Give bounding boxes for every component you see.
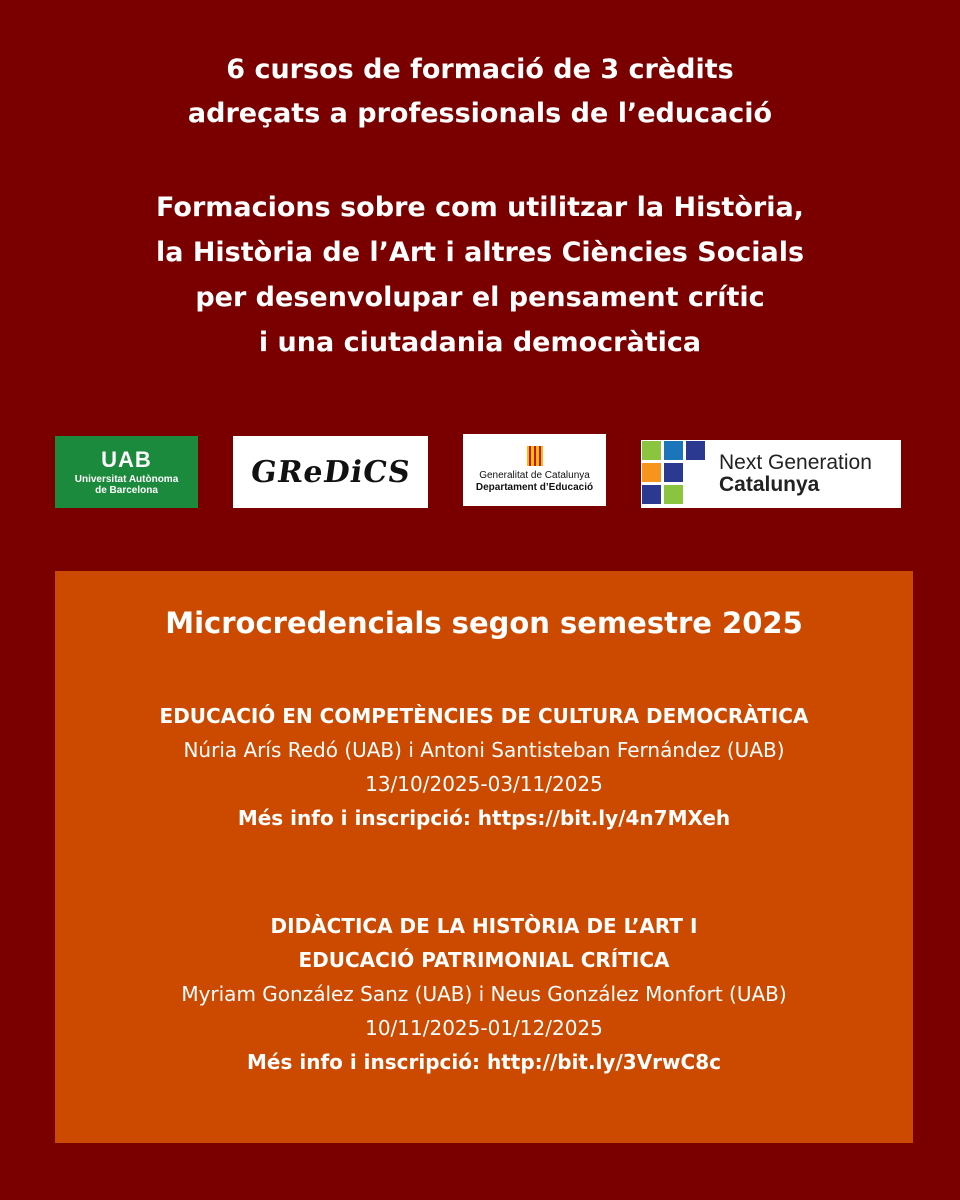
course-teachers: Núria Arís Redó (UAB) i Antoni Santisteban Fernández (UAB) — [183, 738, 785, 762]
course-dates: 13/10/2025-03/11/2025 — [365, 772, 603, 796]
intro-line-2: la Història de l’Art i altres Ciències Socials — [155, 237, 805, 268]
next-generation-wordmark — [719, 452, 872, 496]
panel-title: Microcredencials segon semestre 2025 — [165, 606, 803, 640]
next-generation-grid-icon — [641, 440, 707, 508]
next-generation-line-1: Next Generation — [719, 451, 872, 474]
uab-logo — [55, 436, 198, 508]
course-teachers: Myriam González Sanz (UAB) i Neus González Monfort (UAB) — [181, 982, 787, 1006]
headline-line-2: adreçats a professionals de l’educació — [187, 98, 773, 129]
course-item — [55, 909, 913, 1079]
uab-logo-line-1: Universitat Autònoma — [74, 473, 179, 485]
course-info-link[interactable]: Més info i inscripció: http://bit.ly/3VrwC8c — [247, 1050, 721, 1074]
course-item — [55, 699, 913, 835]
uab-logo-subtitle — [75, 474, 179, 496]
uab-logo-line-2: de Barcelona — [95, 484, 158, 496]
intro-text — [0, 185, 960, 365]
course-info-link[interactable]: Més info i inscripció: https://bit.ly/4n7MXeh — [237, 806, 731, 830]
intro-line-3: per desenvolupar el pensament crític — [195, 282, 765, 313]
course-title-line-2: EDUCACIÓ PATRIMONIAL CRÍTICA — [298, 948, 670, 972]
gredics-logo-wordmark: GReDiCS — [248, 454, 413, 490]
course-title-line-1: DIDÀCTICA DE LA HISTÒRIA DE L’ART I — [270, 914, 698, 938]
course-dates: 10/11/2025-01/12/2025 — [365, 1016, 603, 1040]
next-generation-logo — [641, 440, 901, 508]
headline — [0, 48, 960, 136]
generalitat-logo — [463, 434, 606, 506]
courses-panel — [55, 571, 913, 1143]
generalitat-logo-line-2: Departament d’Educació — [475, 482, 594, 493]
gredics-logo — [233, 436, 428, 508]
generalitat-logo-line-1: Generalitat de Catalunya — [479, 470, 590, 481]
intro-line-4: i una ciutadania democràtica — [258, 327, 702, 358]
uab-logo-name: UAB — [101, 446, 152, 472]
next-generation-line-2: Catalunya — [719, 473, 820, 496]
generalitat-emblem-icon — [527, 446, 543, 466]
headline-line-1: 6 cursos de formació de 3 crèdits — [226, 54, 734, 85]
intro-line-1: Formacions sobre com utilitzar la Història, — [156, 192, 804, 223]
course-title: EDUCACIÓ EN COMPETÈNCIES DE CULTURA DEMOCRÀTICA — [159, 704, 809, 728]
